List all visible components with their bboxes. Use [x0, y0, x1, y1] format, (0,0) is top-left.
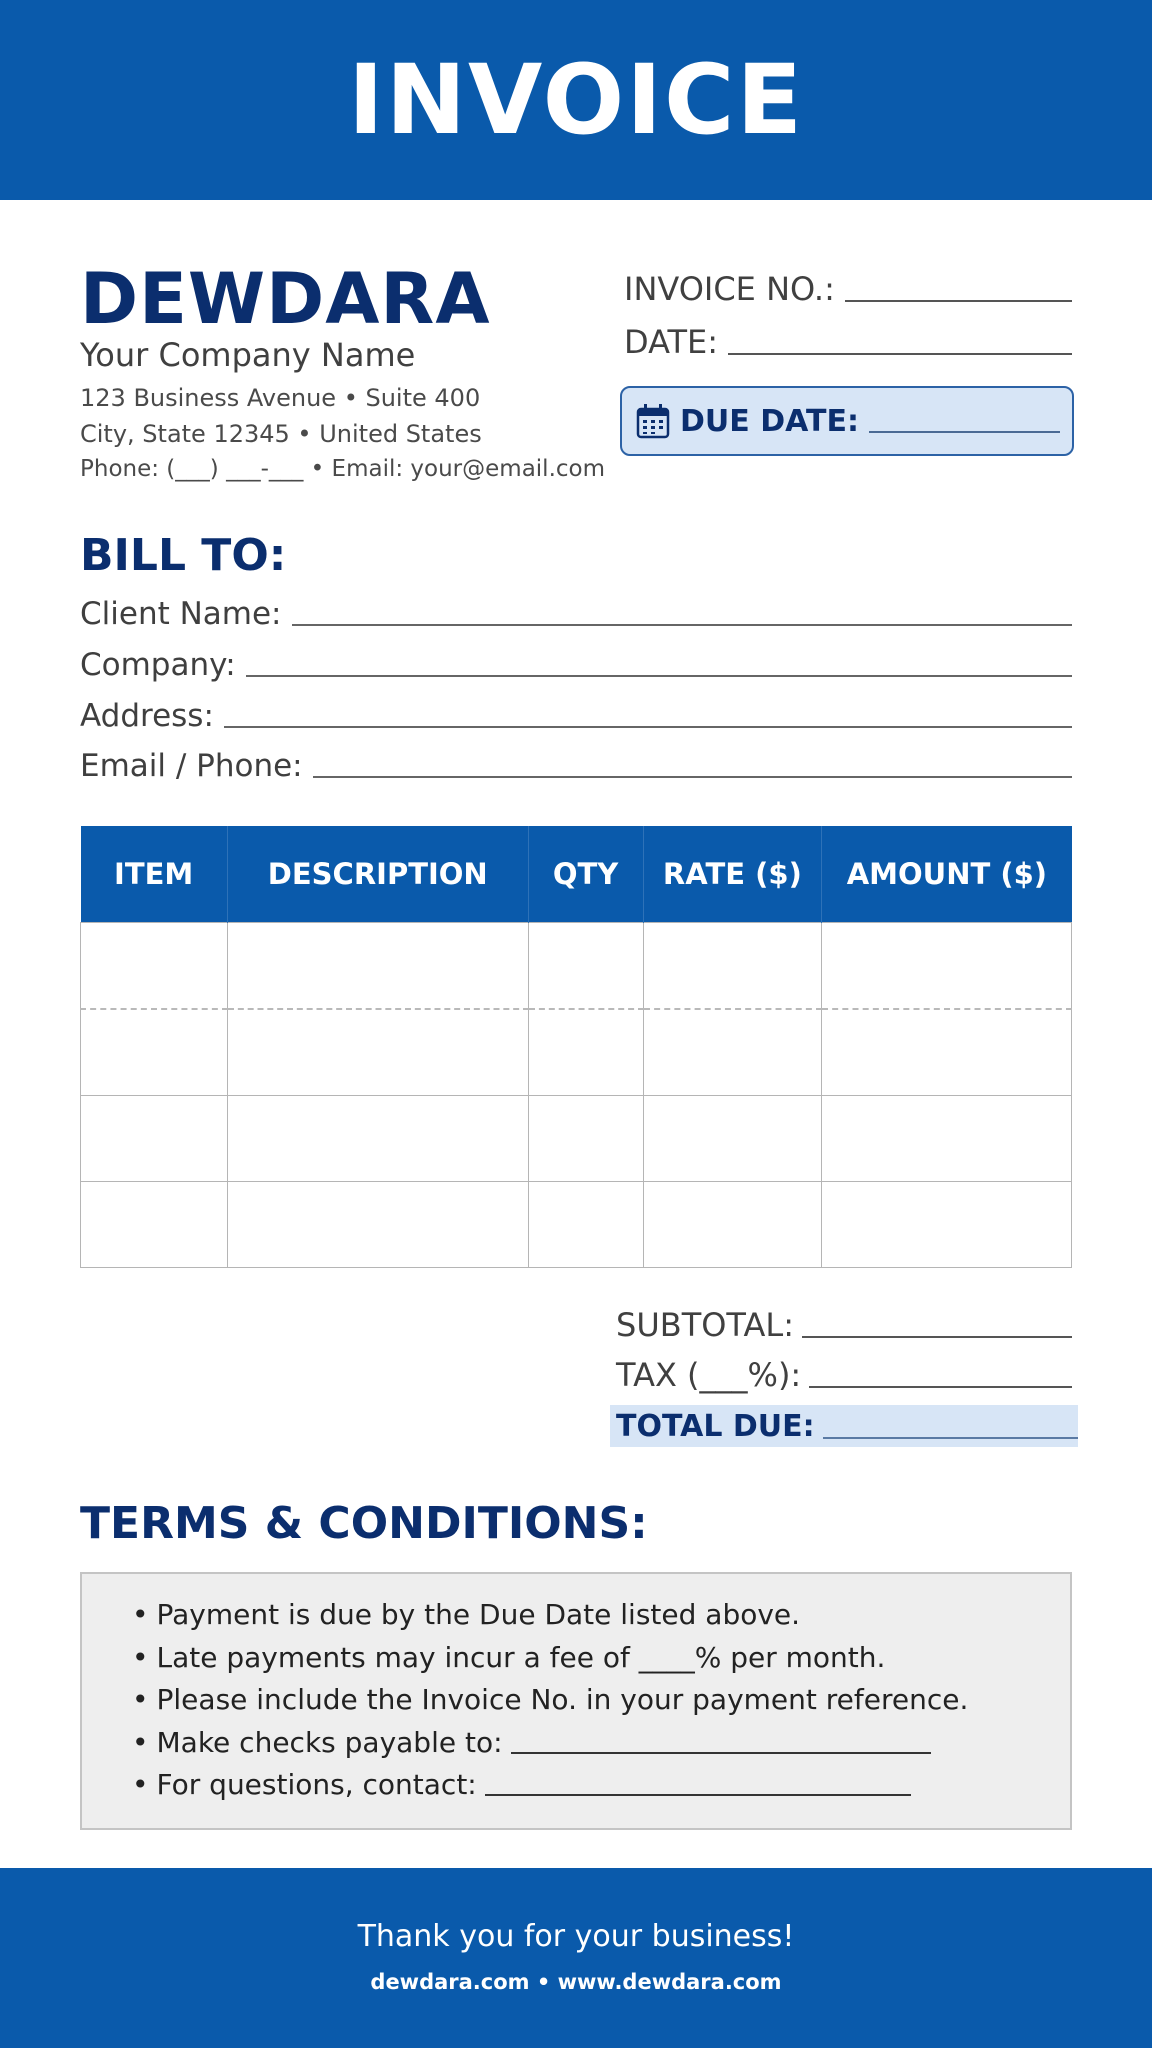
table-cell[interactable] — [528, 1009, 643, 1096]
table-cell[interactable] — [227, 923, 528, 1010]
invoice-date-label: DATE: — [624, 323, 719, 361]
column-header-amount: AMOUNT ($) — [822, 826, 1072, 923]
invoice-header-band — [0, 0, 1152, 200]
client-company-field[interactable] — [80, 647, 1072, 683]
table-cell[interactable] — [822, 1009, 1072, 1096]
subtotal-field[interactable] — [616, 1306, 1072, 1344]
subtotal-label: SUBTOTAL: — [616, 1306, 794, 1344]
footer-band — [0, 1868, 1152, 2048]
total-due-field[interactable] — [610, 1405, 1078, 1447]
tax-label: TAX (___%): — [616, 1356, 802, 1394]
table-cell[interactable] — [227, 1096, 528, 1182]
table-cell[interactable] — [643, 1096, 822, 1182]
line-items-table — [80, 826, 1072, 1268]
invoice-number-label: INVOICE NO.: — [624, 270, 835, 308]
invoice-date-blank[interactable] — [728, 353, 1072, 355]
table-row — [81, 1096, 1072, 1182]
invoice-number-field[interactable] — [624, 270, 1072, 308]
client-email-phone-field[interactable] — [80, 748, 1072, 784]
column-header-rate: RATE ($) — [643, 826, 822, 923]
tax-field[interactable] — [616, 1356, 1072, 1394]
invoice-date-field[interactable] — [624, 323, 1072, 361]
table-cell[interactable] — [643, 1182, 822, 1268]
terms-item — [132, 1594, 1070, 1637]
client-name-blank[interactable] — [292, 624, 1073, 626]
company-address-line1: 123 Business Avenue • Suite 400 — [80, 384, 481, 412]
terms-item — [132, 1679, 1070, 1722]
terms-item-text: Please include the Invoice No. in your payment reference. — [156, 1683, 969, 1717]
table-header-row — [81, 826, 1072, 923]
bill-to-title: BILL TO: — [80, 530, 287, 581]
due-date-label: DUE DATE: — [680, 403, 859, 439]
invoice-number-blank[interactable] — [845, 300, 1072, 302]
due-date-field[interactable] — [620, 386, 1074, 456]
table-cell[interactable] — [643, 1009, 822, 1096]
terms-item-text: Make checks payable to: — [156, 1725, 503, 1759]
client-name-label: Client Name: — [80, 596, 282, 632]
tax-blank[interactable] — [809, 1386, 1072, 1388]
contact-blank[interactable] — [485, 1774, 911, 1796]
table-cell[interactable] — [81, 923, 228, 1010]
table-cell[interactable] — [643, 923, 822, 1010]
client-name-field[interactable] — [80, 596, 1072, 632]
bullet-icon: • — [132, 1683, 149, 1717]
client-email-phone-blank[interactable] — [313, 776, 1072, 778]
terms-item — [132, 1764, 1070, 1807]
table-cell[interactable] — [81, 1096, 228, 1182]
company-name: Your Company Name — [80, 336, 416, 374]
company-address-line2: City, State 12345 • United States — [80, 420, 482, 448]
table-row — [81, 1182, 1072, 1268]
bullet-icon: • — [132, 1768, 149, 1802]
table-cell[interactable] — [528, 1096, 643, 1182]
terms-item-text: For questions, contact: — [156, 1768, 477, 1802]
terms-item — [132, 1637, 1070, 1680]
calendar-icon — [636, 403, 670, 439]
table-cell[interactable] — [528, 1182, 643, 1268]
client-company-blank[interactable] — [246, 675, 1072, 677]
column-header-item: ITEM — [81, 826, 228, 923]
footer-sites[interactable]: dewdara.com • www.dewdara.com — [370, 1969, 782, 1994]
table-cell[interactable] — [822, 1182, 1072, 1268]
client-address-blank[interactable] — [224, 726, 1072, 728]
company-contact-line: Phone: (___) ___-___ • Email: your@email.com — [80, 456, 606, 482]
client-email-phone-label: Email / Phone: — [80, 748, 303, 784]
checks-payable-blank[interactable] — [511, 1732, 931, 1754]
client-company-label: Company: — [80, 647, 236, 683]
due-date-blank[interactable] — [869, 431, 1060, 433]
bullet-icon: • — [132, 1725, 149, 1759]
terms-title: TERMS & CONDITIONS: — [80, 1498, 648, 1549]
terms-box — [80, 1572, 1072, 1830]
table-cell[interactable] — [822, 1096, 1072, 1182]
subtotal-blank[interactable] — [802, 1336, 1072, 1338]
terms-list — [132, 1594, 1070, 1807]
footer-thanks: Thank you for your business! — [357, 1918, 795, 1954]
total-due-blank[interactable] — [823, 1437, 1078, 1439]
bullet-icon: • — [132, 1598, 149, 1632]
terms-item-text: Late payments may incur a fee of ____% per month. — [156, 1640, 886, 1674]
table-cell[interactable] — [81, 1009, 228, 1096]
terms-item — [132, 1722, 1070, 1765]
bullet-icon: • — [132, 1640, 149, 1674]
invoice-title: INVOICE — [347, 44, 805, 156]
table-row — [81, 923, 1072, 1010]
client-address-field[interactable] — [80, 698, 1072, 734]
table-cell[interactable] — [81, 1182, 228, 1268]
terms-item-text: Payment is due by the Due Date listed above. — [156, 1598, 801, 1632]
column-header-description: DESCRIPTION — [227, 826, 528, 923]
table-cell[interactable] — [227, 1009, 528, 1096]
company-brand: DEWDARA — [80, 258, 491, 340]
total-due-label: TOTAL DUE: — [616, 1408, 815, 1444]
column-header-qty: QTY — [528, 826, 643, 923]
table-cell[interactable] — [822, 923, 1072, 1010]
table-cell[interactable] — [227, 1182, 528, 1268]
table-cell[interactable] — [528, 923, 643, 1010]
table-row — [81, 1009, 1072, 1096]
client-address-label: Address: — [80, 698, 214, 734]
